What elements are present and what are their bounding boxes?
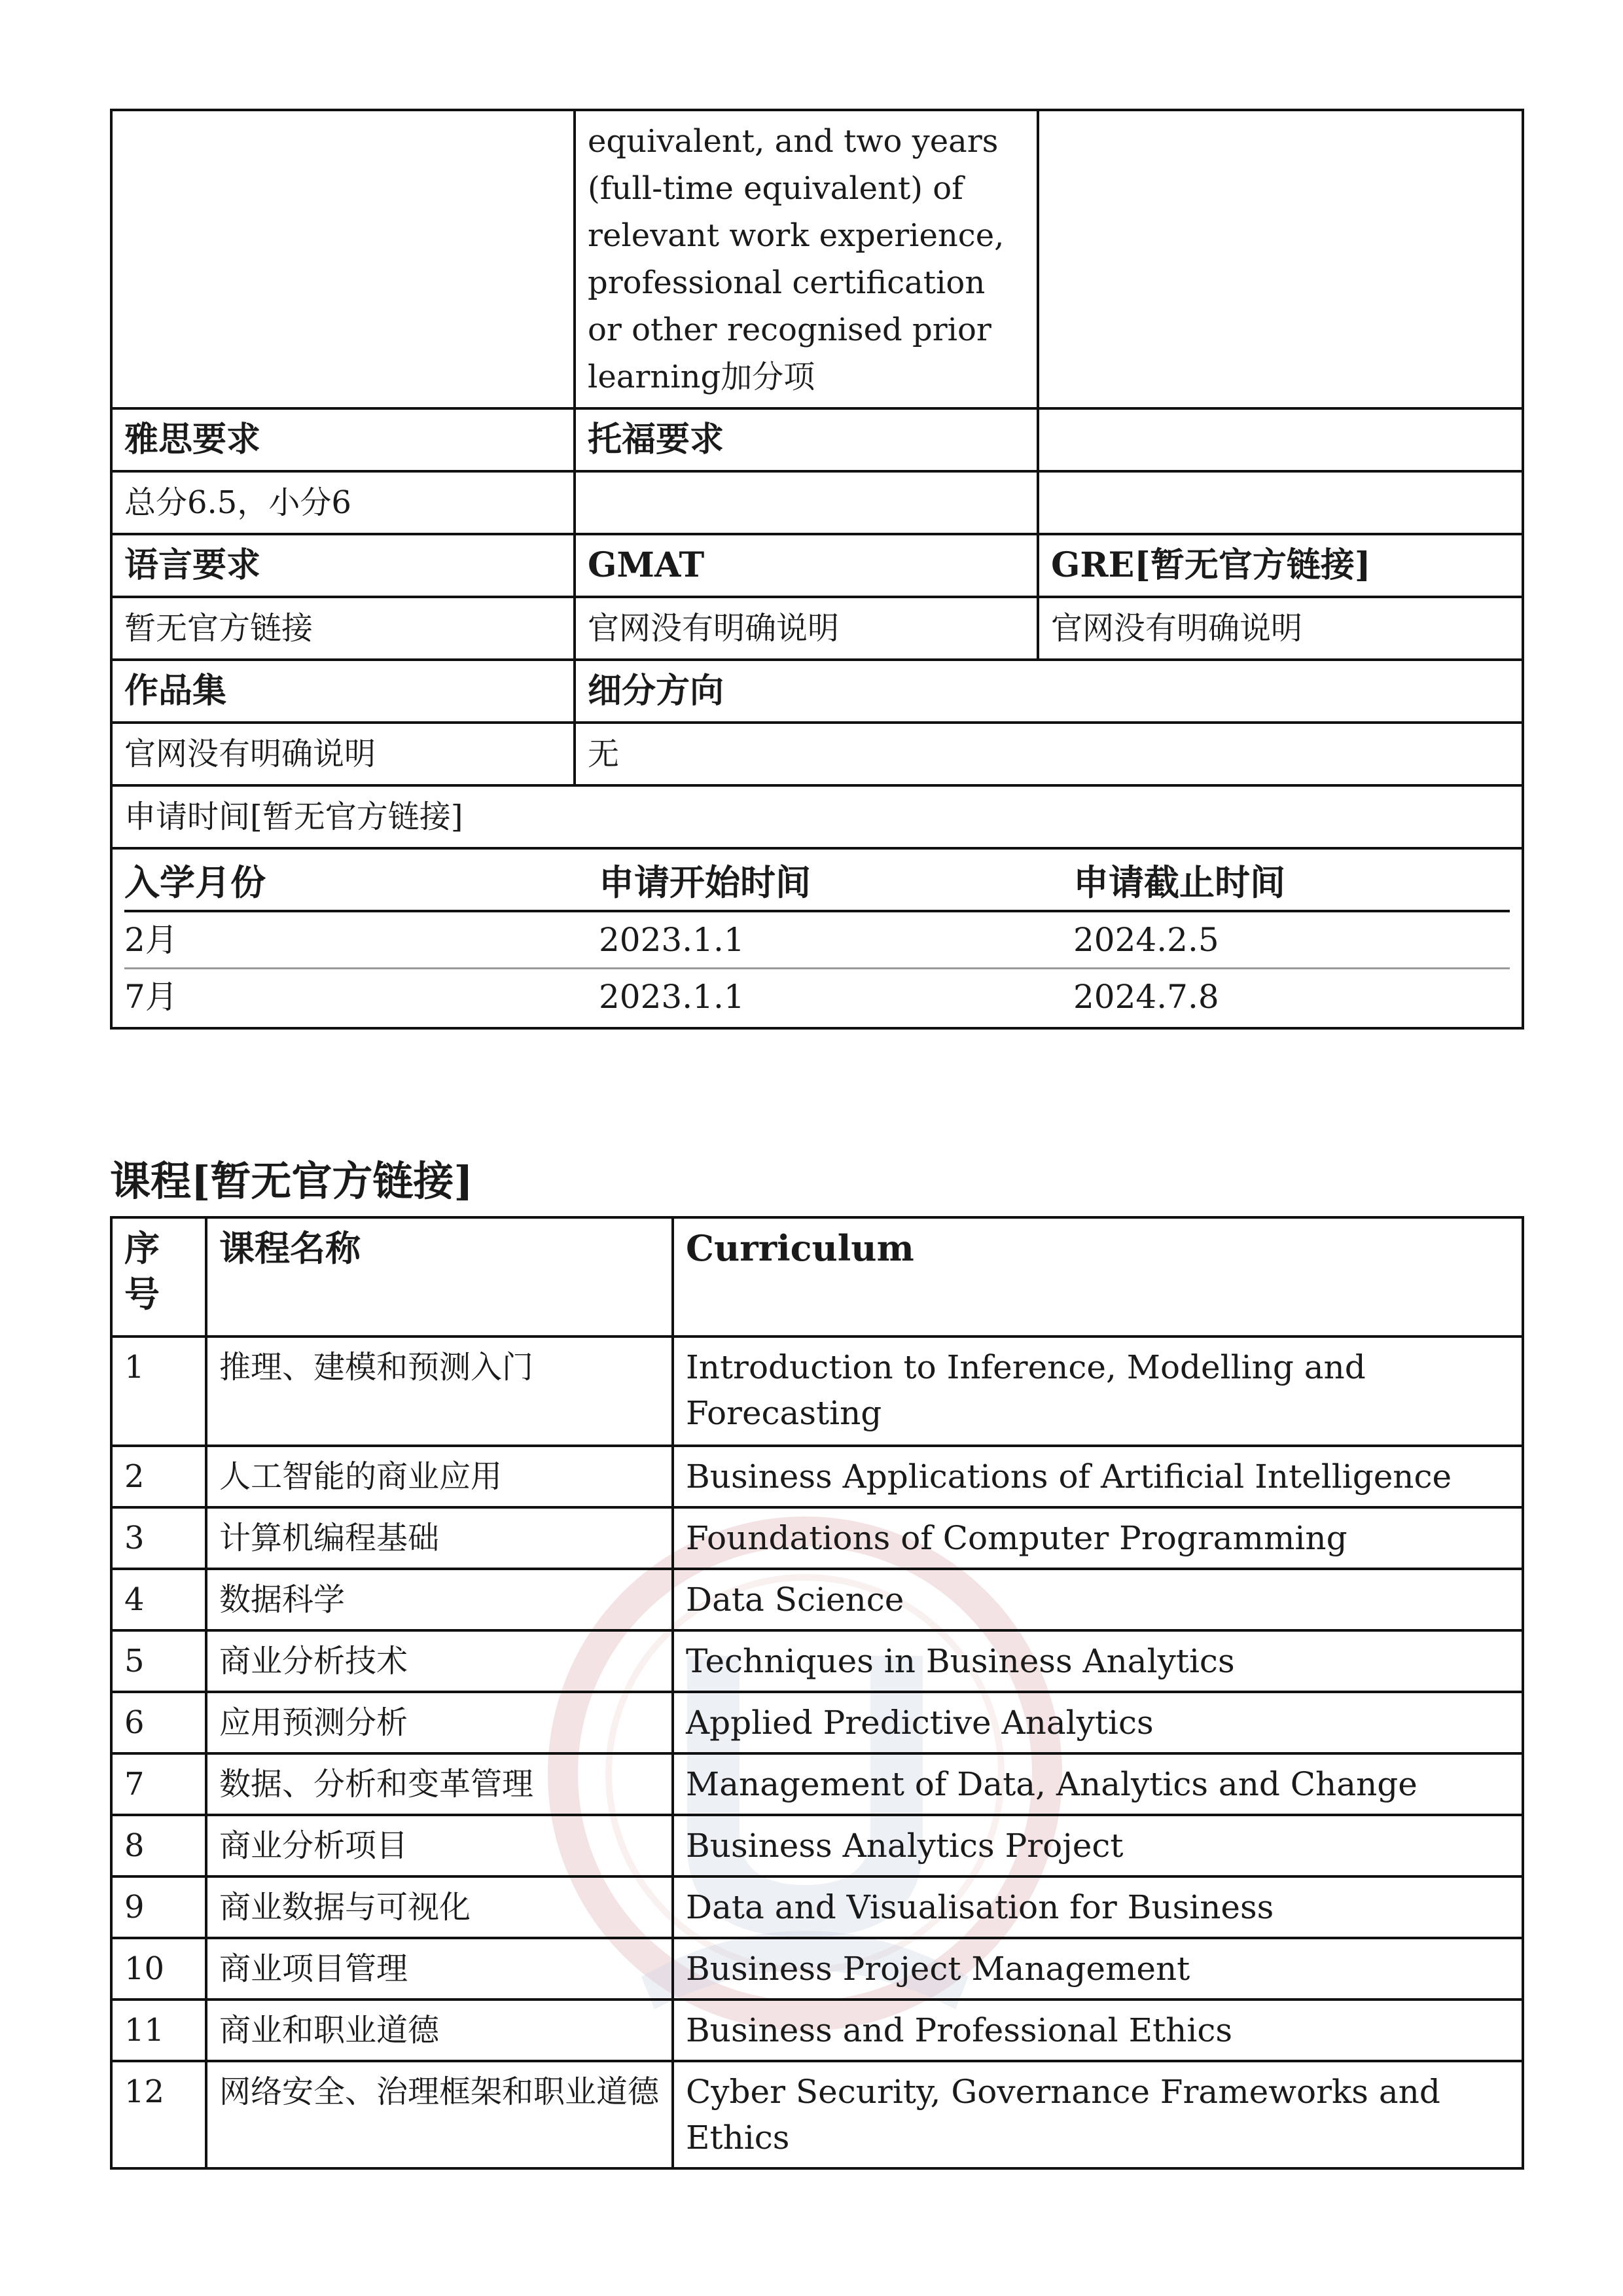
course-index: 1 xyxy=(111,1336,206,1446)
language-header-row xyxy=(111,534,1523,597)
table-row xyxy=(111,1815,1523,1876)
course-name-en: Cyber Security, Governance Frameworks and Ethics xyxy=(673,2061,1523,2168)
table-row xyxy=(111,1569,1523,1630)
ielts-label: 雅思要求 xyxy=(111,408,575,471)
toefl-value xyxy=(575,471,1038,534)
course-index: 12 xyxy=(111,2061,206,2168)
table-row xyxy=(111,1876,1523,1938)
course-index: 11 xyxy=(111,2000,206,2061)
course-name-cn: 商业分析项目 xyxy=(206,1815,673,1876)
course-name-cn: 商业和职业道德 xyxy=(206,2000,673,2061)
portfolio-value-row xyxy=(111,723,1523,785)
language-value-row xyxy=(111,597,1523,660)
apply-time-label: 申请时间[暂无官方链接] xyxy=(111,785,1523,848)
course-name-cn: 数据、分析和变革管理 xyxy=(206,1753,673,1815)
course-name-cn: 商业项目管理 xyxy=(206,1938,673,2000)
col-header-index: 序号 xyxy=(111,1217,206,1336)
test-header-row xyxy=(111,408,1523,471)
courses-title: 课程[暂无官方链接] xyxy=(110,1157,473,1205)
course-name-cn: 人工智能的商业应用 xyxy=(206,1446,673,1507)
course-name-en: Business and Professional Ethics xyxy=(673,2000,1523,2061)
schedule-start: 2023.1.1 xyxy=(599,978,745,1016)
col-header-name-cn: 课程名称 xyxy=(206,1217,673,1336)
portfolio-header-row xyxy=(111,660,1523,723)
gre-label: GRE[暂无官方链接] xyxy=(1038,534,1523,597)
table-row xyxy=(111,1692,1523,1753)
schedule-deadline: 2024.7.8 xyxy=(1073,978,1219,1016)
course-name-cn: 网络安全、治理框架和职业道德 xyxy=(206,2061,673,2168)
course-index: 9 xyxy=(111,1876,206,1938)
course-index: 8 xyxy=(111,1815,206,1876)
table-row xyxy=(111,1446,1523,1507)
ielts-value: 总分6.5，小分6 xyxy=(111,471,575,534)
course-name-en: Business Project Management xyxy=(673,1938,1523,2000)
course-name-cn: 商业数据与可视化 xyxy=(206,1876,673,1938)
course-name-en: Management of Data, Analytics and Change xyxy=(673,1753,1523,1815)
col-header-curriculum: Curriculum xyxy=(673,1217,1523,1336)
course-name-en: Introduction to Inference, Modelling and Forecasting xyxy=(673,1336,1523,1446)
course-index: 5 xyxy=(111,1630,206,1692)
empty-cell xyxy=(1038,110,1523,408)
course-index: 2 xyxy=(111,1446,206,1507)
course-index: 10 xyxy=(111,1938,206,2000)
schedule-row-jul xyxy=(124,969,1510,1025)
test-value-row xyxy=(111,471,1523,534)
courses-table xyxy=(110,1216,1524,2170)
schedule-start: 2023.1.1 xyxy=(599,911,1073,969)
course-name-en: Business Applications of Artificial Intelligence xyxy=(673,1446,1523,1507)
table-row xyxy=(111,2061,1523,2168)
schedule-header-start: 申请开始时间 xyxy=(599,855,1073,911)
schedule-row xyxy=(111,848,1523,1028)
table-row xyxy=(111,1753,1523,1815)
schedule-deadline: 2024.2.5 xyxy=(1073,911,1510,969)
course-name-cn: 计算机编程基础 xyxy=(206,1507,673,1569)
gmat-value: 官网没有明确说明 xyxy=(575,597,1038,660)
language-label: 语言要求 xyxy=(111,534,575,597)
course-index: 7 xyxy=(111,1753,206,1815)
requirements-table xyxy=(110,109,1524,1030)
course-name-en: Business Analytics Project xyxy=(673,1815,1523,1876)
experience-row xyxy=(111,110,1523,408)
apply-time-row xyxy=(111,785,1523,848)
language-value: 暂无官方链接 xyxy=(111,597,575,660)
direction-value: 无 xyxy=(575,723,1523,785)
portfolio-value: 官网没有明确说明 xyxy=(111,723,575,785)
table-row xyxy=(111,1507,1523,1569)
table-row xyxy=(111,1630,1523,1692)
course-index: 4 xyxy=(111,1569,206,1630)
experience-note: equivalent, and two years (full-time equivalent) of relevant work experience, professional certification or other recognised prior learning加分项 xyxy=(575,110,1038,408)
table-row xyxy=(111,1938,1523,2000)
course-name-en: Data Science xyxy=(673,1569,1523,1630)
empty-cell xyxy=(1038,471,1523,534)
direction-label: 细分方向 xyxy=(575,660,1523,723)
schedule-header-intake: 入学月份 xyxy=(124,855,599,911)
course-index: 6 xyxy=(111,1692,206,1753)
empty-cell xyxy=(1038,408,1523,471)
gmat-label: GMAT xyxy=(575,534,1038,597)
schedule-header-row xyxy=(124,855,1510,911)
course-name-cn: 数据科学 xyxy=(206,1569,673,1630)
application-schedule xyxy=(124,855,1510,1024)
gre-value: 官网没有明确说明 xyxy=(1038,597,1523,660)
courses-header-row xyxy=(111,1217,1523,1336)
schedule-row-feb xyxy=(124,911,1510,969)
schedule-header-deadline: 申请截止时间 xyxy=(1073,855,1510,911)
course-name-cn: 推理、建模和预测入门 xyxy=(206,1336,673,1446)
course-name-en: Data and Visualisation for Business xyxy=(673,1876,1523,1938)
course-name-en: Foundations of Computer Programming xyxy=(673,1507,1523,1569)
empty-cell xyxy=(111,110,575,408)
course-index: 3 xyxy=(111,1507,206,1569)
course-name-cn: 应用预测分析 xyxy=(206,1692,673,1753)
schedule-intake: 2月 xyxy=(124,911,599,969)
course-name-en: Techniques in Business Analytics xyxy=(673,1630,1523,1692)
schedule-intake: 7月 xyxy=(124,978,178,1016)
course-name-cn: 商业分析技术 xyxy=(206,1630,673,1692)
table-row xyxy=(111,2000,1523,2061)
course-name-en: Applied Predictive Analytics xyxy=(673,1692,1523,1753)
table-row xyxy=(111,1336,1523,1446)
toefl-label: 托福要求 xyxy=(575,408,1038,471)
portfolio-label: 作品集 xyxy=(111,660,575,723)
